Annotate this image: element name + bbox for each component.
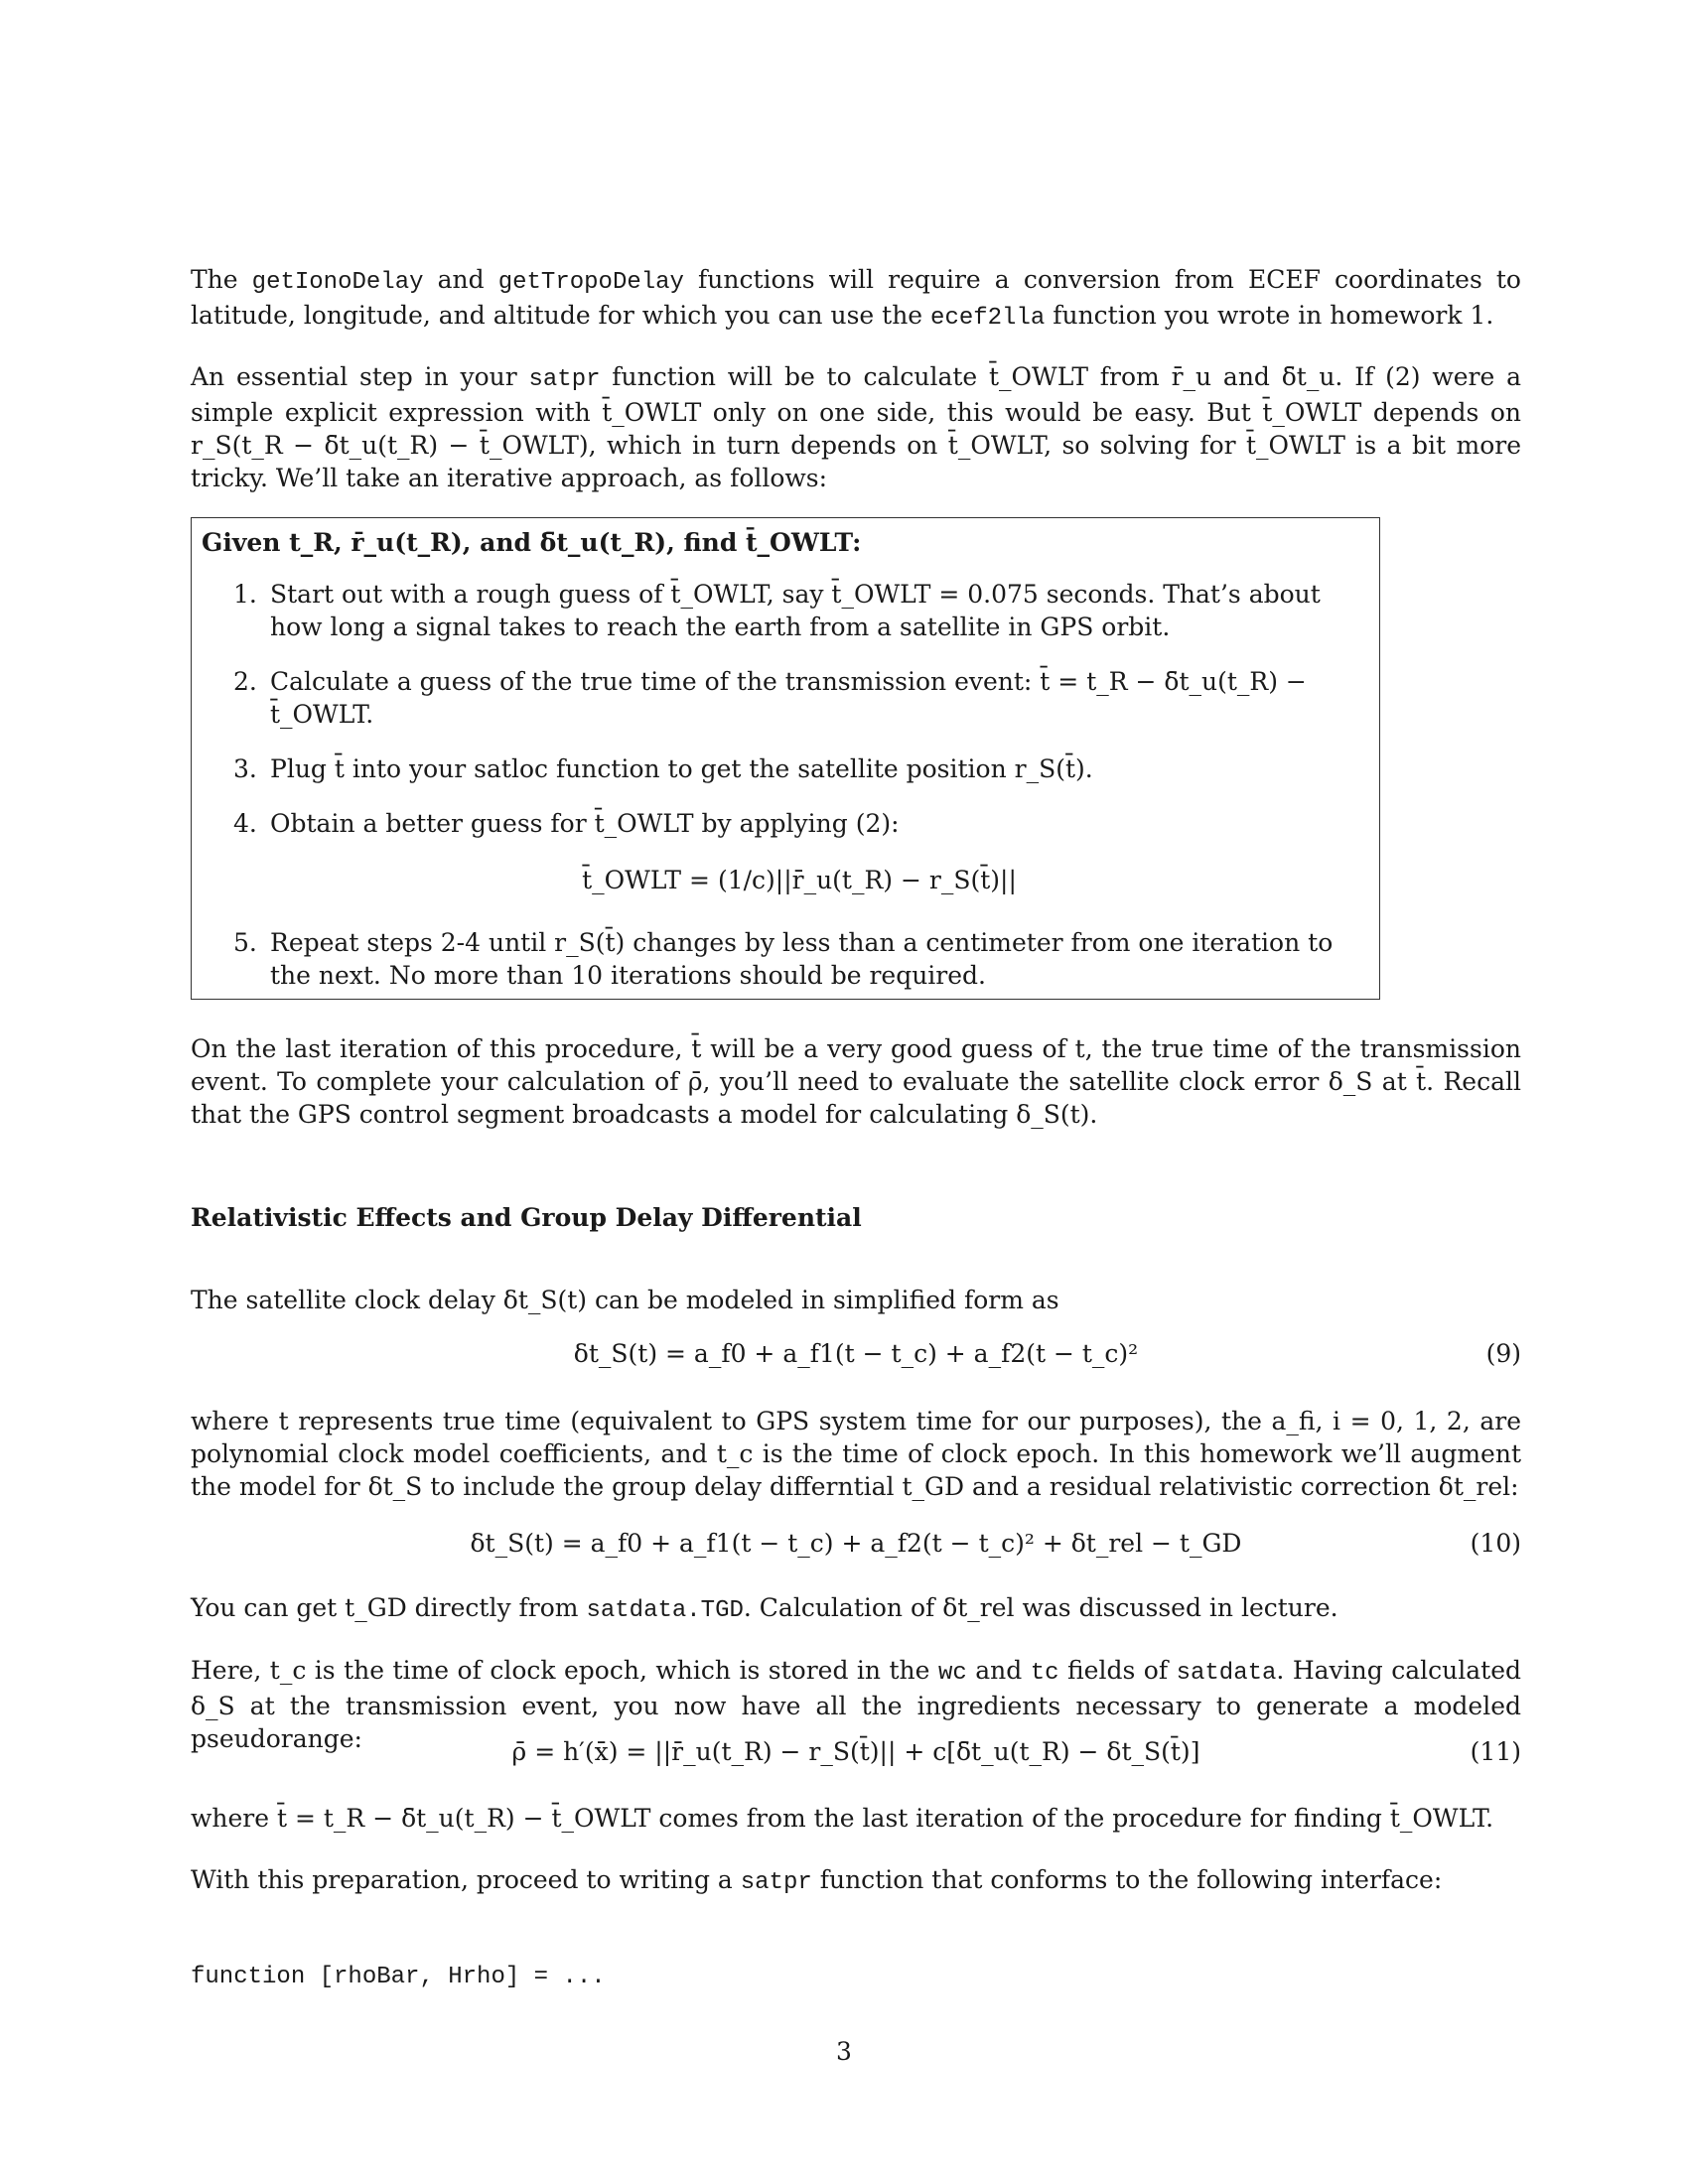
step-4: 4. Obtain a better guess for t̄_OWLT by applying (2): [233,809,900,838]
paragraph-intro: The getIonoDelay and getTropoDelay functions will require a conversion from ECEF coordinates to latitude, longitude, and altitude for which you can use the ecef2lla function you wrote in homework 1. [191,265,1521,332]
algorithm-steps [233,578,1365,992]
algorithm-box [191,517,1380,1000]
step-3: 3. Plug t̄ into your satloc function to get the satellite position r_S(t̄). [233,754,1093,783]
code-tc: tc [1030,1660,1059,1687]
code-satdata: satdata [1176,1660,1277,1687]
paragraph-where-t: where t̄ = t_R − δ̄t_u(t_R) − t̄_OWLT comes from the last iteration of the procedure for finding t̄_OWLT. [191,1804,1494,1833]
paragraph-true-time: where t represents true time (equivalent to GPS system time for our purposes), the a_fi, i = 0, 1, 2, are polynomial clock model coefficients, and t_c is the time of clock epoch. In this homework we’ll augment the model for δt_S to include the group delay differntial t_GD and a residual relativistic correction δt_rel: [191,1407,1521,1501]
equation-10 [191,1527,1521,1567]
paragraph-tgd: You can get t_GD directly from satdata.TGD. Calculation of δt_rel was discussed in lecture. [191,1593,1338,1624]
equation-10-number: (10) [1470,1529,1521,1558]
code-wc: wc [937,1660,967,1687]
page-number: 3 [836,2037,852,2066]
step-2: 2. Calculate a guess of the true time of the transmission event: t̄ = t_R − δ̄t_u(t_R) − t̄_OWLT. [233,667,1307,729]
equation-9 [191,1337,1521,1377]
code-function-signature: function [rhoBar, Hrho] = ... [191,1964,606,1990]
algorithm-title: Given t_R, r̄_u(t_R), and δ̄t_u(t_R), find t̄_OWLT: [202,528,862,557]
paragraph-last-iteration: On the last iteration of this procedure, t̄ will be a very good guess of t, the true time of the transmission event. To complete your calculation of ρ̄, you’ll need to evaluate the satellite clock error δ_S at t̄. Recall that the GPS control segment broadcasts a model for calculating δ_S(t). [191,1034,1521,1129]
section-title: Relativistic Effects and Group Delay Differential [191,1203,862,1232]
step-5: 5. Repeat steps 2-4 until r_S(t̄) changes by less than a centimeter from one iteration to the next. No more than 10 iterations should be required. [233,928,1334,990]
step-1: 1. Start out with a rough guess of t̄_OWLT, say t̄_OWLT = 0.075 seconds. That’s about how long a signal takes to reach the earth from a satellite in GPS orbit. [233,580,1321,641]
equation-11-body: ρ̄ = h′(x̄) = ||r̄_u(t_R) − r_S(t̄)|| + c[δ̄t_u(t_R) − δt_S(t̄)] [511,1737,1200,1766]
code-satpr-2: satpr [740,1869,812,1896]
equation-9-body: δt_S(t) = a_f0 + a_f1(t − t_c) + a_f2(t − t_c)² [573,1339,1139,1368]
code-ecef2lla: ecef2lla [930,305,1046,332]
step-4-equation: t̄_OWLT = (1/c)||r̄_u(t_R) − r_S(t̄)|| [582,866,1017,894]
equation-10-body: δt_S(t) = a_f0 + a_f1(t − t_c) + a_f2(t − t_c)² + δt_rel − t_GD [470,1529,1242,1558]
code-satpr: satpr [528,366,601,393]
paragraph-clock-epoch: Here, t_c is the time of clock epoch, which is stored in the wc and tc fields of satdata. Having calculated δ_S at the transmission event, you now have all the ingredients necessary to generate a modeled pseudorange: [191,1656,1521,1753]
paragraph-clock-delay: The satellite clock delay δt_S(t) can be modeled in simplified form as [191,1286,1059,1314]
equation-11-number: (11) [1470,1737,1521,1766]
paragraph-interface: With this preparation, proceed to writing a satpr function that conforms to the following interface: [191,1865,1443,1896]
code-getIonoDelay: getIonoDelay [251,269,424,296]
code-satdata-tgd: satdata.TGD [586,1597,744,1624]
paragraph-owlt: An essential step in your satpr function will be to calculate t̄_OWLT from r̄_u and δ̄t_u. If (2) were a simple explicit expression with t̄_OWLT only on one side, this would be easy. But t̄_OWLT depends on r_S(t_R − δ̄t_u(t_R) − t̄_OWLT), which in turn depends on t̄_OWLT, so solving for t̄_OWLT is a bit more tricky. We’ll take an iterative approach, as follows: [191,362,1521,492]
code-getTropoDelay: getTropoDelay [497,269,684,296]
equation-9-number: (9) [1485,1339,1521,1368]
equation-11 [191,1735,1521,1775]
